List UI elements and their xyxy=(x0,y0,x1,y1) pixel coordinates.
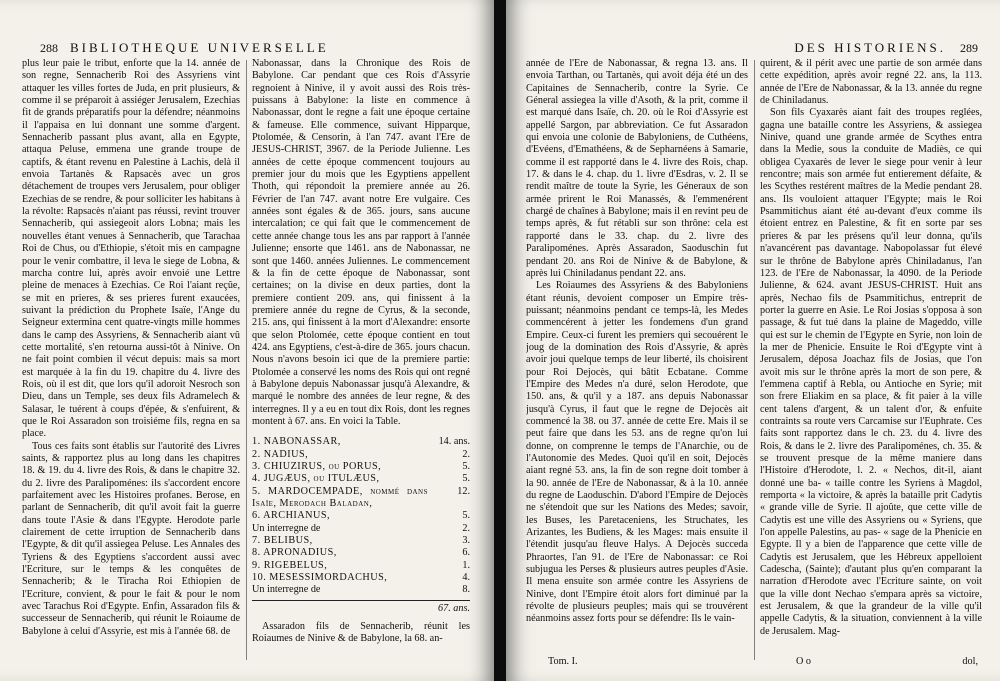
king-row xyxy=(252,572,470,584)
right-head-title: DES HISTORIENS. xyxy=(794,40,946,55)
king-row xyxy=(252,510,470,522)
right-col-a-paragraph-2: Les Roiaumes des Assyriens & des Babyloniens étant réunis, devoient composer un Empire très-puissant; néanmoins pendant ce temps-là, les Medes commencérent à jetter les fondemens d'un grand Empire. Ceux-ci furent les premiers qui secouérent le joug de la domination des Rois d'Assyrie, & après avoir joui quelque temps de leur liberté, ils choisirent pour Roi Dejocès, qui bâtit Ecbatane. Comme l'Empire des Medes n'a duré, selon Herodote, que 150. ans, & qu'il y a 187. ans depuis Nabonassar jusqu'à Cyrus, il faut que le regne de Dejocès ait commencé la 38. ou 37. année de cette Ere. Mais il se peut faire que dans les 53. ans de regne qu'on lui donne, on comprenne le temps de l'Anarchie, ou de l'Autonomie des Medes. Quoi qu'il en soit, Dejocès aiant regné 53. ans, la fin de son regne doit tomber à la 90. année de l'Ere de Nabonassar, & à la 10. année du regne de Laoduschin. D'abord l'Empire de Dejocès ne s'étendoit que sur les Nations des Medes; savoir, les Buses, les Paretaceniens, les Struchates, les Arizantes, les Budiens, & les Mages: mais ensuite il l'étendit jusqu'au fleuve Halys. A Dejocès succeda Phraortes, l'an 91. de l'Ere de Nabonassar: ce Roi subjugua les Perses & plusieurs autres peuples d'Asie. Il mena ensuite son armée contre les Assyriens de Ninive, dont l'Empire étoit alors fort diminué par la révolte de plusieurs peuples; mais qui se trouvérent néanmoins assez forts pour se défendre: Ils le vain- xyxy=(526,280,748,625)
king-name: 3. CHIUZIRUS, ou PORUS, xyxy=(252,461,382,472)
king-row xyxy=(252,560,470,572)
king-row xyxy=(252,473,470,485)
right-col-a-paragraph-1: année de l'Ere de Nabonassar, & regna 13. ans. Il envoia Tarthan, ou Tartanès, qui avoit déja été un des Capitaines de Sennacherib, contre la Syrie. Ce Géneral assiegea la ville d'Asoth, & la prit, comme il est marqué dans Isaïe, ch. 20. où le Roi d'Assyrie est appellé Sargon, par abbreviation. Ce fut Assaradon qui envoia une colonie de Babyloniens, de Cuthéens, d'Evéens, d'Emathéens, & de Sepharnéens à Samarie, comme il est rapporté dans le 4. livre des Rois, chap. 17. & dans le 4. chap. du 1. livre d'Esdras, v. 2. Il se rendit maître de toute la Syrie, les Géneraux de son armée prirent le Roi Manassés, & l'emmenérent chargé de chaînes à Babylone; mais il en revint peu de temps après, & fut rétabli sur son thrône: cela est rapporté dans le 33. chap. du 2. livre des Paralipoménes. Après Assaradon, Saoduschin fut pendant 20. ans Roi de Ninive & de Babylone, & après lui Chiniladanus pendant 22. ans. xyxy=(526,58,748,279)
kings-total xyxy=(252,600,470,615)
king-row xyxy=(252,486,470,511)
king-name: 9. RIGEBELUS, xyxy=(252,559,328,571)
king-name: 1. NABONASSAR, xyxy=(252,436,341,448)
king-row xyxy=(252,436,470,448)
king-years: 5. xyxy=(462,510,470,522)
king-years: 5. xyxy=(462,461,470,472)
king-years: 6. xyxy=(462,547,470,559)
book-gutter xyxy=(494,0,506,681)
left-column-a xyxy=(22,58,240,668)
right-col-b-paragraph-2: Son fils Cyaxarès aiant fait des troupes reglées, gagna une bataille contre les Assyriens, & assiegea Ninive, quand une grande armée de Scythes entra dans la Medie, sous la conduite de Madiès, ce qui obligea Cyaxarès de lever le siege pour venir à leur rencontre; mais son armée fut entierement défaite, & les Scythes restérent maîtres de la Medie pendant 28. ans. Ils vouloient attaquer l'Egypte; mais le Roi Psammitichus aiant été au-devant d'eux comme ils étoient entrez en Palestine, & fit en sorte par ses prieres & par les présens qu'il leur donna, qu'ils n'avancérent pas davantage. Nabopolassar fut élevé sur le thrône de Babylone après Chiniladanus, l'an 123. de l'Ere de Nabonassar, la 4090. de la Periode Julienne, & 624. avant JESUS-CHRIST. Huit ans après, Nechao fils de Psammitichus, entreprit de porter la guerre en Asie. Le Roi Josias s'opposa à son passage, & fut tué dans la plaine de Mageddo, ville qui est sur le chemin de l'Egypte en Syrie, non loin de la mer de Phenicie. Ensuite le Roi d'Egypte vint à Jerusalem, déposa Joachaz fils de Josias, que l'on avoit mis sur le thrône après la mort de son pere, & l'emmena captif à Rebla, ou Antioche en Syrie; mit son frere Eliakim en sa place, & fit paier à la ville cent talens d'argent, & un talent d'or, & enfuite contraints sa route vers Carcamise sur l'Euphrate. Ces faits sont rapportez dans le ch. 23. du 4. livre des Rois, & dans le 2. livre des Paralipoménes, ch. 35. & se trouvent presque de la même maniere dans l'Histoire d'Herodote, l. 2. « Nechos, dit-il, aiant donné une ba- « taille contre les Syriens à Magdol, remporta « la victoire, & après la bataille prit Cadytis « grande ville de Syrie. Il ajoûte, que cette ville de Cadytis est une ville des Assyriens ou « Syriens, que l'on appelle Palestins, au pas- « sage de la Phenicie en Egypte. Il y a bien de l'apparence que cette ville de Cadytis est Jerusalem, que les Hébreux appelloient Cadescha, (Sainte); d'autant plus qu'en comparant la narration d'Herodote avec l'Ecriture sainte, on voit que la ville dont Nechao s'empara après sa victoire, est Jerusalem, & que la grandeur de la ville qu'il appelle Cadytis, & la situation, conviennent à la ville de Jerusalem. Mag- xyxy=(760,107,982,637)
king-years: 5. xyxy=(462,473,470,485)
left-col-b-intro: Nabonassar, dans la Chronique des Rois de Babylone. Car pendant que ces Rois d'Assyrie regnoient à Ninive, il y avoit aussi des Rois très-puissans à Babylone: la liste en commence à Nabonassar, dont le regne a fait une époque certaine & fameuse. Elle commence, suivant Hipparque, Ptolomée, & Censorin, à l'an 747. avant l'Ere de JESUS-CHRIST, 3967. de la Periode Julienne. Les années de cette époque commencent toujours au premier jour du mois que les Egyptiens appellent Thoth, qui répondoit la premiere année au 26. Février de l'an 747. avant notre Ere vulgaire. Ces années sont égales & de 365. jours, sans aucune intercalation; ce qui fait que le commencement de cette année change tous les ans par rapport à l'année Julienne; ensorte que 1461. ans de Nabonassar, ne sont que 1460. années Juliennes. Le commencement & la fin de cette époque de Nabonassar, sont certaines; on la divise en deux parties, dont la premiere contient 209. ans, qui finissent à la premiere année du regne de Cyrus, & la seconde, 215. ans, qui finissent à la mort d'Alexandre: ensorte que selon Ptolomée, cette époque contient en tout 424. ans Egyptiens, c'est-à-dire de 365. jours chacun. Nous n'avons besoin ici que de la premiere partie: Ptolomée a conservé les noms des Rois qui ont regné à Babylone depuis Nabonassar jusqu'à Alexandre, & marqué le nombre des années de leur regne, & des interregnes. Il y a eu en tout dix Rois, dont les regnes montent à 67. ans. En voici la Table. xyxy=(252,58,470,427)
king-row xyxy=(252,535,470,547)
left-column-b xyxy=(252,58,470,668)
right-column-rule xyxy=(754,60,755,660)
left-head-title: BIBLIOTHEQUE UNIVERSELLE xyxy=(70,40,329,55)
right-column-a xyxy=(526,58,748,658)
king-years: 8. xyxy=(462,584,470,596)
king-name: 10. MESESSIMORDACHUS, xyxy=(252,572,388,584)
king-years: 14. ans. xyxy=(438,436,470,448)
left-col-b-after-table: Assaradon fils de Sennacherib, réunit les Roiaumes de Ninive & de Babylone, la 68. an- xyxy=(252,621,470,645)
king-years: 1. xyxy=(462,559,470,571)
king-name: 2. NADIUS, xyxy=(252,448,309,460)
king-name: 6. ARCHIANUS, xyxy=(252,510,331,522)
kings-total-value: 67. ans. xyxy=(438,602,470,614)
right-col-b-paragraph-1: quirent, & il périt avec une partie de son armée dans cette expédition, après avoir regné 22. ans, la 113. année de l'Ere de Nabonassar, & la 13. année du regne de Chiniladanus. xyxy=(760,58,982,107)
right-column-b xyxy=(760,58,982,658)
footer-catchword: dol, xyxy=(962,656,978,667)
king-row xyxy=(252,449,470,461)
right-page-number: 289 xyxy=(960,41,978,55)
king-name: Un interregne de xyxy=(252,584,321,596)
king-years: 2. xyxy=(462,448,470,460)
left-col-a-paragraph-2: Tous ces faits sont établis sur l'autorité des Livres saints, & rapportez plus au long dans les chapitres 18. & 19. du 4. livre des Rois, & dans le chapitre 32. du 2. livre des Paralipoménes: ils s'accordent encore parfaitement avec les Histoires profanes. Berose, en parlant de Sennacherib, dit qu'il avoit fait la guerre dans toute l'Asie & dans l'Egypte. Herodote parle clairement de cette irruption de Sennacherib dans l'Egypte, & dit qu'il assiegea Peluse. Les Annales des Tyriens & des Egyptiens s'accordent aussi avec l'Ecriture, sur le temps & les conquêtes de Sennacherib; & le Tiracha Roi Ethiopien de l'Ecriture, convient, & pour le fait & pour le nom avec Tarachus Roi d'Egypte. Enfin, Assaradon fils & successeur de Sennacherib, qui réunit le Roiaume de Babylone à celui d'Assyrie, est mis à l'année 68. de xyxy=(22,440,240,637)
kings-table xyxy=(252,436,470,615)
left-page-number: 288 xyxy=(40,41,58,55)
king-years: 3. xyxy=(462,535,470,547)
footer-volume: Tom. I. xyxy=(548,656,578,667)
king-name: Un interregne de xyxy=(252,522,321,534)
king-name: 4. JUGÆUS, ou ITULÆUS, xyxy=(252,473,380,485)
left-page xyxy=(0,0,494,681)
king-years: 4. xyxy=(462,572,470,584)
king-name: 8. APRONADIUS, xyxy=(252,547,337,559)
right-page xyxy=(506,0,1000,681)
left-column-rule xyxy=(246,60,247,660)
king-row xyxy=(252,523,470,535)
king-row xyxy=(252,584,470,596)
right-running-head xyxy=(780,40,978,56)
king-row xyxy=(252,461,470,473)
king-row xyxy=(252,547,470,559)
king-name: 5. MARDOCEMPADE, nommé dans Isaïe, Merodach Baladan, xyxy=(252,485,428,510)
footer-signature: O o xyxy=(796,656,811,667)
king-name: 7. BELIBUS, xyxy=(252,535,313,547)
left-col-a-paragraph-1: plus leur paie le tribut, enforte que la 14. année de son regne, Sennacherib Roi des Assyriens vint attaquer les villes fortes de Juda, en prit plusieurs, & comme il se préparoit à assiéger Jerusalem, Ezechias fit de grands préparatifs pour la défendre; néanmoins il l'appaisa en lui donnant une somme d'argent. Sennacherib passant plus avant, alla en Egypte, attaqua Peluse, emmena une grande troupe de captifs, & étant revenu en Palestine à Lachis, delà il envoia Tartanès & Rapsacès avec un gros détachement de troupes vers Jerusalem, pour obliger Ezechias de se rendre, & pour solliciter les habitans à la révolte: Rapsacès n'aiant pas réussi, revint trouver Sennacherib, qui assiegeoit alors Lobna; mais les nouvelles étant venues à Sennacherib, que Tarachaa Roi de Chus, ou d'Ethiopie, s'étoit mis en campagne pour le venir combattre, il leva le siege de Lobna, & marcha contre lui, après avoir envoié une Lettre pleine de menaces à Ezechias. Ce Roi l'aiant reçûe, se mit en prieres, & ses prieres furent exaucées, suivant la prédiction du Prophete Isaïe, l'Ange du Seigneur extermina cent quatre-vingts mille hommes dans le camp des Assyriens, & Sennacherib aiant vû cette mortalité, s'en retourna aussi-tôt à Ninive. On ne fait point combien il vécut depuis: mais sa mort est marquée à la fin du 19. chapitre du 4. livre des Rois, où il est dit, que lors qu'il adoroit Nesroch son Dieu, dans un Temple, ses deux fils Adramelech & Salasar, le tuérent à coups d'épée, & s'enfuirent, & que le Roi Assaradon son troisiéme fils, regna en sa place. xyxy=(22,58,240,440)
king-years: 12. xyxy=(457,485,470,497)
left-running-head xyxy=(40,40,343,56)
king-years: 2. xyxy=(462,522,470,534)
